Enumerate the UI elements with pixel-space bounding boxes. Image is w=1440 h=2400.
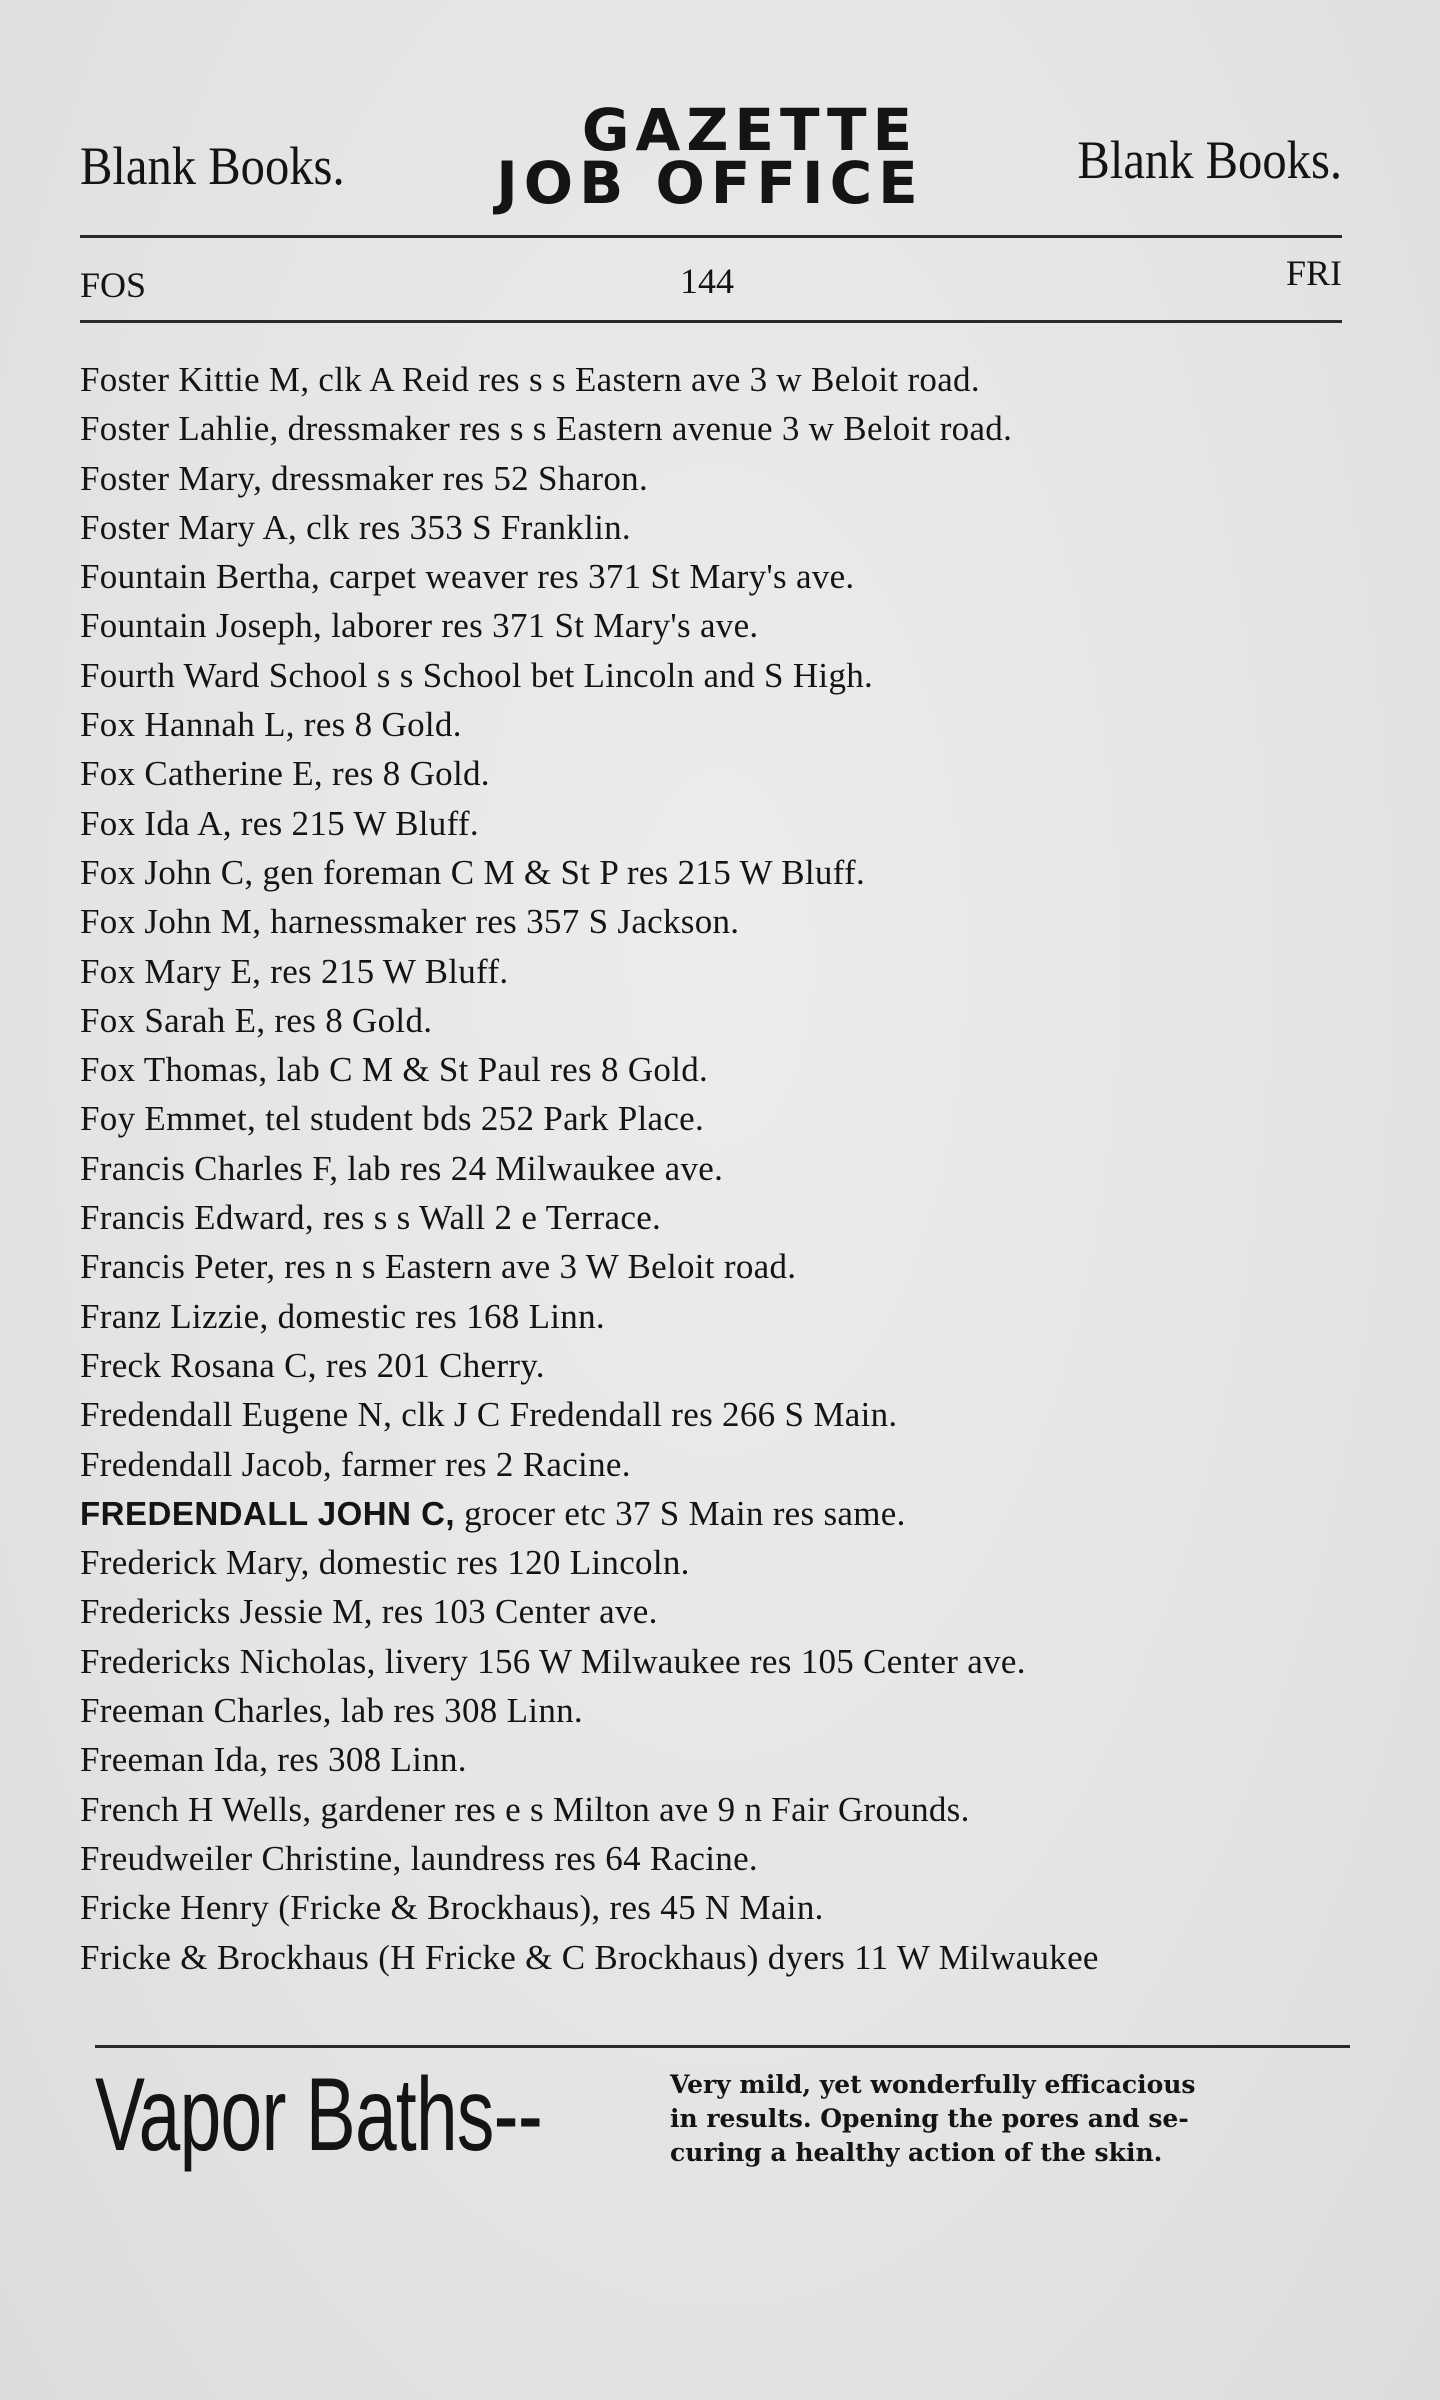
entry-text: Franz Lizzie, domestic res 168 Linn. (80, 1296, 605, 1336)
directory-entry (80, 1933, 1360, 1982)
entry-text: Freudweiler Christine, laundress res 64 Racine. (80, 1838, 758, 1878)
directory-entry (80, 1637, 1360, 1686)
entry-text: Francis Peter, res n s Eastern ave 3 W Beloit road. (80, 1247, 797, 1287)
entry-text: Fredendall Eugene N, clk J C Fredendall res 266 S Main. (80, 1395, 898, 1435)
directory-entry (80, 1193, 1360, 1242)
header-top-rule (80, 235, 1342, 238)
entry-text: Fountain Joseph, laborer res 371 St Mary's ave. (80, 606, 759, 646)
directory-entry (80, 848, 1360, 897)
entry-text: Fredericks Jessie M, res 103 Center ave. (80, 1592, 658, 1632)
entry-bold-name: FREDENDALL JOHN C, (80, 1494, 456, 1532)
entry-text: French H Wells, gardener res e s Milton ave 9 n Fair Grounds. (80, 1789, 970, 1829)
directory-entry (80, 799, 1360, 848)
directory-entry (80, 700, 1360, 749)
footer-advertisement (95, 2057, 1355, 2200)
entry-text: Freeman Charles, lab res 308 Linn. (80, 1691, 583, 1731)
directory-entry (80, 1242, 1360, 1291)
entry-text: Foster Kittie M, clk A Reid res s s Eastern ave 3 w Beloit road. (80, 360, 980, 399)
directory-entry (80, 404, 1360, 453)
entry-text: Freeman Ida, res 308 Linn. (80, 1740, 467, 1780)
directory-entry (80, 552, 1360, 601)
entry-text: Foy Emmet, tel student bds 252 Park Place. (80, 1099, 705, 1139)
footer-rule (95, 2045, 1350, 2048)
directory-entry (80, 1883, 1360, 1932)
vapor-copy-line-2: in results. Opening the pores and se- (670, 2104, 1189, 2133)
directory-entry (80, 355, 1360, 404)
entry-text: Foster Mary A, clk res 353 S Franklin. (80, 507, 631, 547)
directory-entry (80, 1094, 1360, 1143)
directory-entry (80, 749, 1360, 798)
header-left-ad: Blank Books. (80, 136, 345, 196)
entry-text: Fountain Bertha, carpet weaver res 371 St Mary's ave. (80, 557, 855, 597)
directory-entry (80, 1440, 1360, 1489)
directory-entry (80, 1341, 1360, 1390)
directory-entry (80, 454, 1360, 503)
directory-entry (80, 1538, 1360, 1587)
entry-text: Fox Thomas, lab C M & St Paul res 8 Gold. (80, 1050, 709, 1090)
entry-text: Foster Lahlie, dressmaker res s s Eastern avenue 3 w Beloit road. (80, 409, 1013, 449)
directory-entry (80, 1144, 1360, 1193)
directory-entry (80, 1735, 1360, 1784)
page-number: 144 (680, 261, 734, 301)
entry-text: Foster Mary, dressmaker res 52 Sharon. (80, 458, 649, 498)
directory-entry (80, 996, 1360, 1045)
running-head-right: FRI (1285, 253, 1342, 293)
header-bottom-rule (80, 320, 1342, 323)
entry-text: Fredendall Jacob, farmer res 2 Racine. (80, 1444, 631, 1484)
directory-entry (80, 503, 1360, 552)
directory-entry (80, 897, 1360, 946)
running-head (80, 253, 1342, 310)
directory-entry (80, 1292, 1360, 1341)
directory-entry (80, 1686, 1360, 1735)
entry-text: Fox John M, harnessmaker res 357 S Jackson. (80, 902, 740, 942)
directory-entry (80, 1785, 1360, 1834)
directory-entry (80, 601, 1360, 650)
entry-text: Francis Edward, res s s Wall 2 e Terrace. (80, 1198, 662, 1238)
directory-entry (80, 1587, 1360, 1636)
directory-entry (80, 1489, 1360, 1538)
vapor-copy-line-3: curing a healthy action of the skin. (670, 2138, 1163, 2167)
entry-text: Fox Catherine E, res 8 Gold. (80, 754, 490, 794)
vapor-copy-line-1: Very mild, yet wonderfully efficacious (670, 2070, 1196, 2099)
directory-entry (80, 947, 1360, 996)
entry-text: Fox John C, gen foreman C M & St P res 215 W Bluff. (80, 852, 865, 892)
entry-text: Fox Ida A, res 215 W Bluff. (80, 803, 479, 843)
directory-entry (80, 1390, 1360, 1439)
entry-text: grocer etc 37 S Main res same. (455, 1493, 906, 1533)
header-advertisement (80, 96, 1342, 225)
directory-entry (80, 651, 1360, 700)
entry-text: Fourth Ward School s s School bet Lincoln and S High. (80, 655, 874, 695)
running-head-left: FOS (80, 265, 147, 305)
directory-entry (80, 1834, 1360, 1883)
header-right-ad: Blank Books. (1077, 130, 1342, 190)
directory-entry (80, 1045, 1360, 1094)
entry-text: Fox Mary E, res 215 W Bluff. (80, 951, 509, 991)
entry-text: Fredericks Nicholas, livery 156 W Milwaukee res 105 Center ave. (80, 1641, 1026, 1681)
logo-line-job-office: JOB OFFICE (496, 149, 924, 217)
entry-text: Frederick Mary, domestic res 120 Lincoln. (80, 1543, 690, 1583)
entry-text: Fricke Henry (Fricke & Brockhaus), res 45 N Main. (80, 1888, 824, 1928)
vapor-baths-copy (670, 2068, 1360, 2170)
entry-text: Francis Charles F, lab res 24 Milwaukee ave. (80, 1148, 724, 1188)
directory-entries (80, 355, 1360, 1982)
vapor-baths-headline: Vapor Baths-- (95, 2057, 543, 2173)
entry-text: Fox Hannah L, res 8 Gold. (80, 705, 462, 745)
entry-text: Fricke & Brockhaus (H Fricke & C Brockhaus) dyers 11 W Milwaukee (80, 1937, 1099, 1977)
entry-text: Fox Sarah E, res 8 Gold. (80, 1000, 433, 1040)
entry-text: Freck Rosana C, res 201 Cherry. (80, 1345, 545, 1385)
gazette-job-office-logo (460, 96, 980, 217)
logo-line-gazette: GAZETTE (581, 96, 919, 164)
